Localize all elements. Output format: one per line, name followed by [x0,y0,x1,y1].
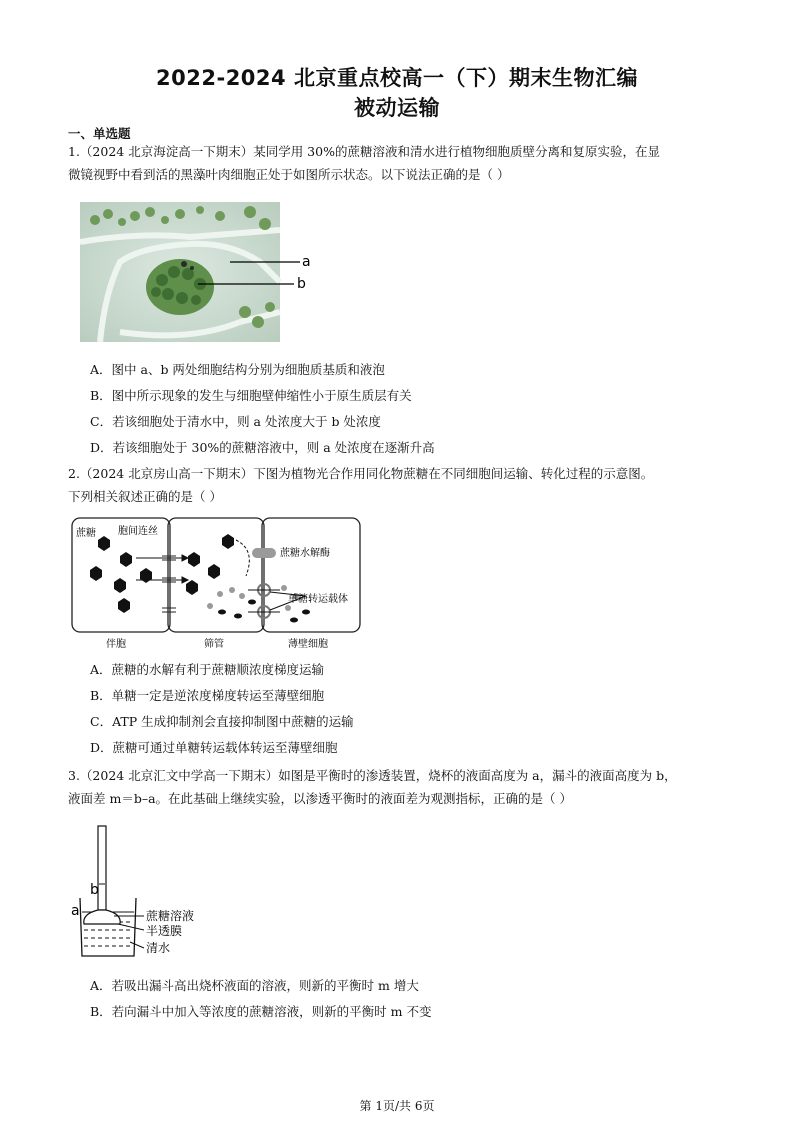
question-2-option-b: B．单糖一定是逆浓度梯度转运至薄壁细胞 [90,688,325,703]
label-parenchyma: 薄壁细胞 [288,639,328,650]
question-2-diagram [70,516,362,652]
question-2-option-a: A．蔗糖的水解有利于蔗糖顺浓度梯度运输 [90,662,325,677]
question-1-option-a: A．图中 a、b 两处细胞结构分别为细胞质基质和液泡 [90,362,385,377]
question-2-option-d: D．蔗糖可通过单糖转运载体转运至薄壁细胞 [90,740,338,755]
question-3-stem: 3.（2024 北京汇文中学高一下期末）如图是平衡时的渗透装置，烧杯的液面高度为 a，漏斗的液面高度为 b， 液面差 m＝b–a。在此基础上继续实验，以渗透平衡时的液面差为观测指标，正确的是（ ） [68,768,677,806]
label-b: b [297,276,306,292]
label-b-height: b [90,882,99,898]
question-1-option-d: D．若该细胞处于 30%的蔗糖溶液中，则 a 处浓度在逐渐升高 [90,440,435,455]
question-1-option-c: C．若该细胞处于清水中，则 a 处浓度大于 b 处浓度 [90,414,381,429]
label-sieve-tube: 筛管 [204,639,224,650]
question-1-micrograph [80,202,320,342]
label-sucrose: 蔗糖 [76,528,96,539]
section-heading: 一、单选题 [68,126,131,141]
question-3-option-a: A．若吸出漏斗高出烧杯液面的溶液，则新的平衡时 m 增大 [90,978,419,993]
label-water: 清水 [146,941,171,955]
question-3-osmosis-apparatus [70,822,220,964]
page-footer: 第 1页/共 6页 [359,1099,435,1113]
page-subtitle: 被动运输 [354,96,440,120]
label-a: a [302,254,311,270]
label-membrane: 半透膜 [146,924,183,938]
page-title: 2022-2024 北京重点校高一（下）期末生物汇编 [156,66,638,90]
label-transporter: 单糖转运载体 [288,594,348,605]
label-plasmodesmata: 胞间连丝 [118,526,158,537]
label-sucrose-solution: 蔗糖溶液 [146,909,195,923]
question-1-stem: 1.（2024 北京海淀高一下期末）某同学用 30%的蔗糖溶液和清水进行植物细胞质壁分离和复原实验，在显 微镜视野中看到活的黑藻叶肉细胞正处于如图所示状态。以下说法正确的是（ ） [68,144,660,182]
question-1-option-b: B．图中所示现象的发生与细胞壁伸缩性小于原生质层有关 [90,388,412,403]
question-2-stem: 2.（2024 北京房山高一下期末）下图为植物光合作用同化物蔗糖在不同细胞间运输、转化过程的示意图。 下列相关叙述正确的是（ ） [68,466,654,504]
label-hydrolase: 蔗糖水解酶 [280,548,330,559]
question-3-option-b: B．若向漏斗中加入等浓度的蔗糖溶液，则新的平衡时 m 不变 [90,1004,432,1019]
label-a-height: a [71,903,80,919]
question-2-option-c: C．ATP 生成抑制剂会直接抑制图中蔗糖的运输 [90,714,354,729]
label-companion-cell: 伴胞 [106,639,126,650]
